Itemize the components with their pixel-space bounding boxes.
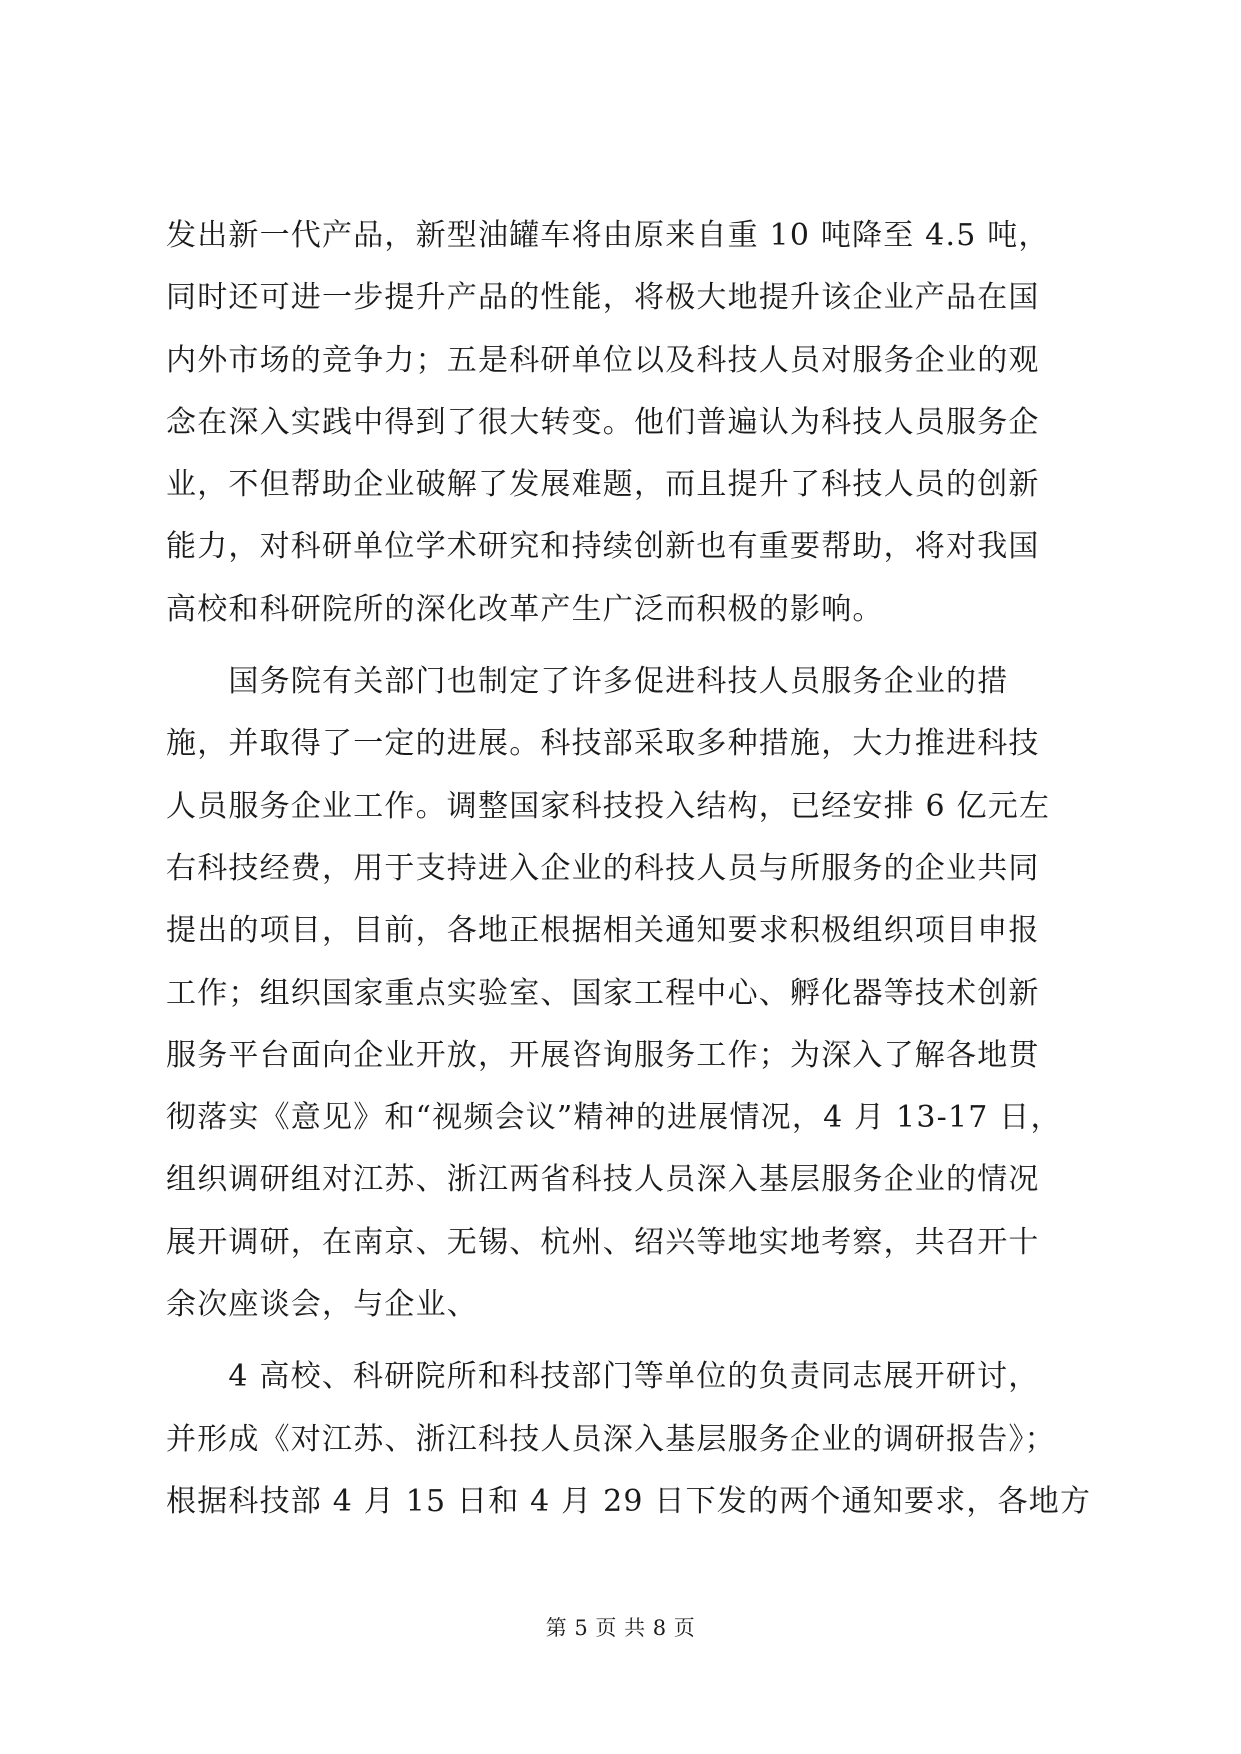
page-footer [0, 1612, 1241, 1642]
text-line: 内外市场的竞争力；五是科研单位以及科技人员对服务企业的观 [166, 342, 1040, 378]
text-line: 同时还可进一步提升产品的性能，将极大地提升该企业产品在国 [166, 280, 1040, 316]
text-line: 国务院有关部门也制定了许多促进科技人员服务企业的措 [166, 664, 1009, 700]
paragraph-2 [166, 651, 1086, 1336]
text-line: 并形成《对江苏、浙江科技人员深入基层服务企业的调研报告》； [166, 1421, 1056, 1457]
body-text [166, 205, 1092, 1533]
paragraph-spacing [166, 641, 1086, 651]
page-number-label: 第 5 页 共 8 页 [545, 1616, 696, 1640]
text-line: 右科技经费，用于支持进入企业的科技人员与所服务的企业共同 [166, 850, 1040, 886]
text-line: 提出的项目，目前，各地正根据相关通知要求积极组织项目申报 [166, 913, 1040, 949]
text-line: 施，并取得了一定的进展。科技部采取多种措施，大力推进科技 [166, 726, 1040, 762]
text-line: 人员服务企业工作。调整国家科技投入结构，已经安排 6 亿元左 [166, 788, 1051, 824]
text-line: 根据科技部 4 月 15 日和 4 月 29 日下发的两个通知要求，各地方 [166, 1483, 1092, 1519]
text-line: 组织调研组对江苏、浙江两省科技人员深入基层服务企业的情况 [166, 1162, 1040, 1198]
text-line: 发出新一代产品，新型油罐车将由原来自重 10 吨降至 4.5 吨， [166, 218, 1050, 253]
text-line: 彻落实《意见》和“视频会议”精神的进展情况，4 月 13-17 日， [166, 1100, 1062, 1136]
text-line: 能力，对科研单位学术研究和持续创新也有重要帮助，将对我国 [166, 529, 1040, 565]
text-line: 念在深入实践中得到了很大转变。他们普遍认为科技人员服务企 [166, 404, 1040, 440]
text-line: 高校和科研院所的深化改革产生广泛而积极的影响。 [166, 591, 884, 627]
text-line: 4 高校、科研院所和科技部门等单位的负责同志展开研讨， [166, 1359, 1040, 1395]
text-line: 业，不但帮助企业破解了发展难题，而且提升了科技人员的创新 [166, 467, 1040, 503]
paragraph-1 [166, 205, 1086, 641]
text-line: 服务平台面向企业开放，开展咨询服务工作；为深入了解各地贯 [166, 1037, 1040, 1073]
text-line: 展开调研，在南京、无锡、杭州、绍兴等地实地考察，共召开十 [166, 1224, 1040, 1260]
paragraph-spacing [166, 1336, 1086, 1346]
text-line: 余次座谈会，与企业、 [166, 1287, 478, 1323]
paragraph-3 [166, 1346, 1092, 1533]
text-line: 工作；组织国家重点实验室、国家工程中心、孵化器等技术创新 [166, 975, 1040, 1011]
